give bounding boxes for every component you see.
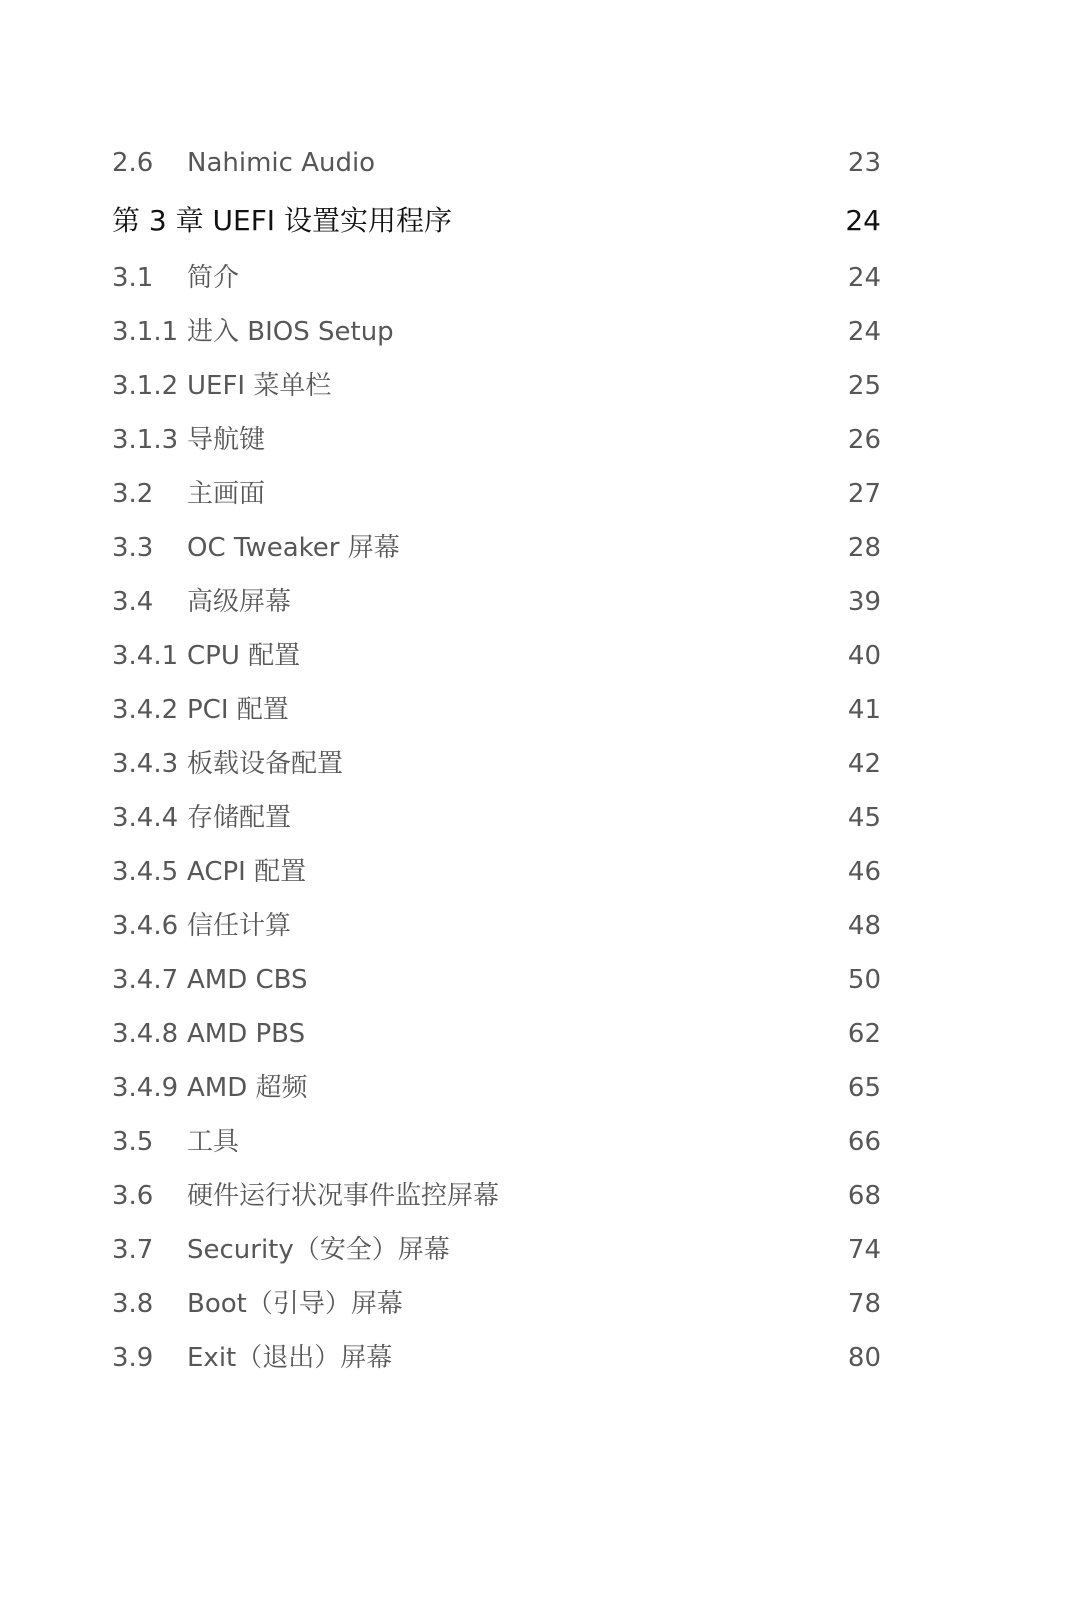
toc-entry-3-2[interactable]	[112, 474, 881, 514]
toc-entry-title: CPU 配置	[187, 641, 301, 671]
toc-entry-3-4-9[interactable]	[112, 1068, 881, 1108]
toc-entry-3-7[interactable]	[112, 1230, 881, 1270]
toc-entry-3-1[interactable]	[112, 258, 881, 298]
toc-entry-number: 3.7	[112, 1235, 154, 1265]
toc-entry-number: 3.4.9	[112, 1073, 179, 1103]
toc-entry-3-3[interactable]	[112, 528, 881, 568]
toc-entry-number: 3.3	[112, 533, 154, 563]
toc-entry-number: 3.4.6	[112, 911, 179, 941]
toc-entry-3-4-1[interactable]	[112, 636, 881, 676]
toc-entry-title: Security（安全）屏幕	[187, 1235, 450, 1265]
toc-entry-number: 3.1.1	[112, 317, 179, 347]
toc-entry-title: 主画面	[187, 479, 266, 509]
toc-entry-title: PCI 配置	[187, 695, 289, 725]
toc-entry-3-1-1[interactable]	[112, 312, 881, 352]
toc-entry-title: 存储配置	[187, 803, 292, 833]
toc-entry-title: OC Tweaker 屏幕	[187, 533, 400, 563]
toc-entry-number: 3.4.3	[112, 749, 179, 779]
toc-entry-number: 3.4.2	[112, 695, 179, 725]
toc-entry-3-4-3[interactable]	[112, 744, 881, 784]
toc-entry-page: 45	[847, 803, 881, 833]
toc-entry-title: ACPI 配置	[187, 857, 307, 887]
toc-entry-page: 48	[847, 911, 881, 941]
toc-entry-title: 简介	[187, 263, 240, 293]
toc-chapter-3[interactable]	[112, 201, 881, 241]
toc-entry-page: 68	[847, 1181, 881, 1211]
toc-entry-page: 46	[847, 857, 881, 887]
toc-entry-3-1-2[interactable]	[112, 366, 881, 406]
toc-entry-title: 工具	[187, 1127, 240, 1157]
toc-entry-3-8[interactable]	[112, 1284, 881, 1324]
toc-entry-title: 信任计算	[187, 911, 292, 941]
toc-entry-title: Boot（引导）屏幕	[187, 1289, 403, 1319]
toc-entry-title: 硬件运行状况事件监控屏幕	[187, 1181, 500, 1211]
toc-entry-title: Nahimic Audio	[187, 148, 376, 178]
toc-entry-page: 42	[847, 749, 881, 779]
toc-entry-title: 板载设备配置	[187, 749, 344, 779]
toc-entry-title: AMD 超频	[187, 1073, 308, 1103]
toc-entry-number: 3.2	[112, 479, 154, 509]
toc-entry-title: 高级屏幕	[187, 587, 292, 617]
toc-entry-number: 3.8	[112, 1289, 154, 1319]
toc-entry-number: 3.4.1	[112, 641, 179, 671]
toc-entry-page: 28	[847, 533, 881, 563]
toc-entry-3-6[interactable]	[112, 1176, 881, 1216]
toc-entry-page: 24	[847, 263, 881, 293]
toc-entry-number: 3.4.8	[112, 1019, 179, 1049]
chapter-title: 第 3 章 UEFI 设置实用程序	[112, 204, 452, 237]
toc-entry-title: 进入 BIOS Setup	[187, 317, 394, 347]
toc-entry-3-4-7[interactable]	[112, 960, 881, 1000]
toc-entry-page: 65	[847, 1073, 881, 1103]
toc-entry-number: 3.1	[112, 263, 154, 293]
toc-entry-2-6[interactable]	[112, 143, 881, 183]
toc-entry-title: AMD CBS	[187, 965, 308, 995]
toc-entry-page: 40	[847, 641, 881, 671]
toc-entry-number: 2.6	[112, 148, 154, 178]
toc-entry-page: 80	[847, 1343, 881, 1373]
toc-entry-3-4-5[interactable]	[112, 852, 881, 892]
toc-entry-number: 3.5	[112, 1127, 154, 1157]
toc-entry-3-4-8[interactable]	[112, 1014, 881, 1054]
toc-entry-number: 3.4.5	[112, 857, 179, 887]
toc-entry-number: 3.6	[112, 1181, 154, 1211]
toc-entry-3-4-4[interactable]	[112, 798, 881, 838]
toc-entry-page: 62	[847, 1019, 881, 1049]
toc-entry-page: 41	[847, 695, 881, 725]
toc-entry-page: 24	[847, 317, 881, 347]
toc-entry-number: 3.9	[112, 1343, 154, 1373]
toc-entry-3-4-2[interactable]	[112, 690, 881, 730]
toc-entry-title: Exit（退出）屏幕	[187, 1343, 393, 1373]
toc-entry-page: 27	[847, 479, 881, 509]
toc-entry-3-5[interactable]	[112, 1122, 881, 1162]
chapter-page: 24	[845, 204, 881, 237]
toc-entry-number: 3.4	[112, 587, 154, 617]
toc-entry-3-1-3[interactable]	[112, 420, 881, 460]
toc-entry-title: UEFI 菜单栏	[187, 371, 332, 401]
toc-entry-3-4-6[interactable]	[112, 906, 881, 946]
toc-entry-page: 74	[847, 1235, 881, 1265]
toc-entry-number: 3.1.3	[112, 425, 179, 455]
toc-entry-number: 3.4.7	[112, 965, 179, 995]
toc-entry-title: 导航键	[187, 425, 266, 455]
toc-entry-page: 23	[847, 148, 881, 178]
toc-entry-3-4[interactable]	[112, 582, 881, 622]
toc-entry-page: 26	[847, 425, 881, 455]
toc-entry-number: 3.4.4	[112, 803, 179, 833]
toc-entry-page: 39	[847, 587, 881, 617]
toc-entry-page: 50	[847, 965, 881, 995]
toc-entry-title: AMD PBS	[187, 1019, 306, 1049]
toc-entry-page: 66	[847, 1127, 881, 1157]
toc-entry-3-9[interactable]	[112, 1338, 881, 1378]
toc-entry-page: 25	[847, 371, 881, 401]
toc-entry-page: 78	[847, 1289, 881, 1319]
toc-entry-number: 3.1.2	[112, 371, 179, 401]
